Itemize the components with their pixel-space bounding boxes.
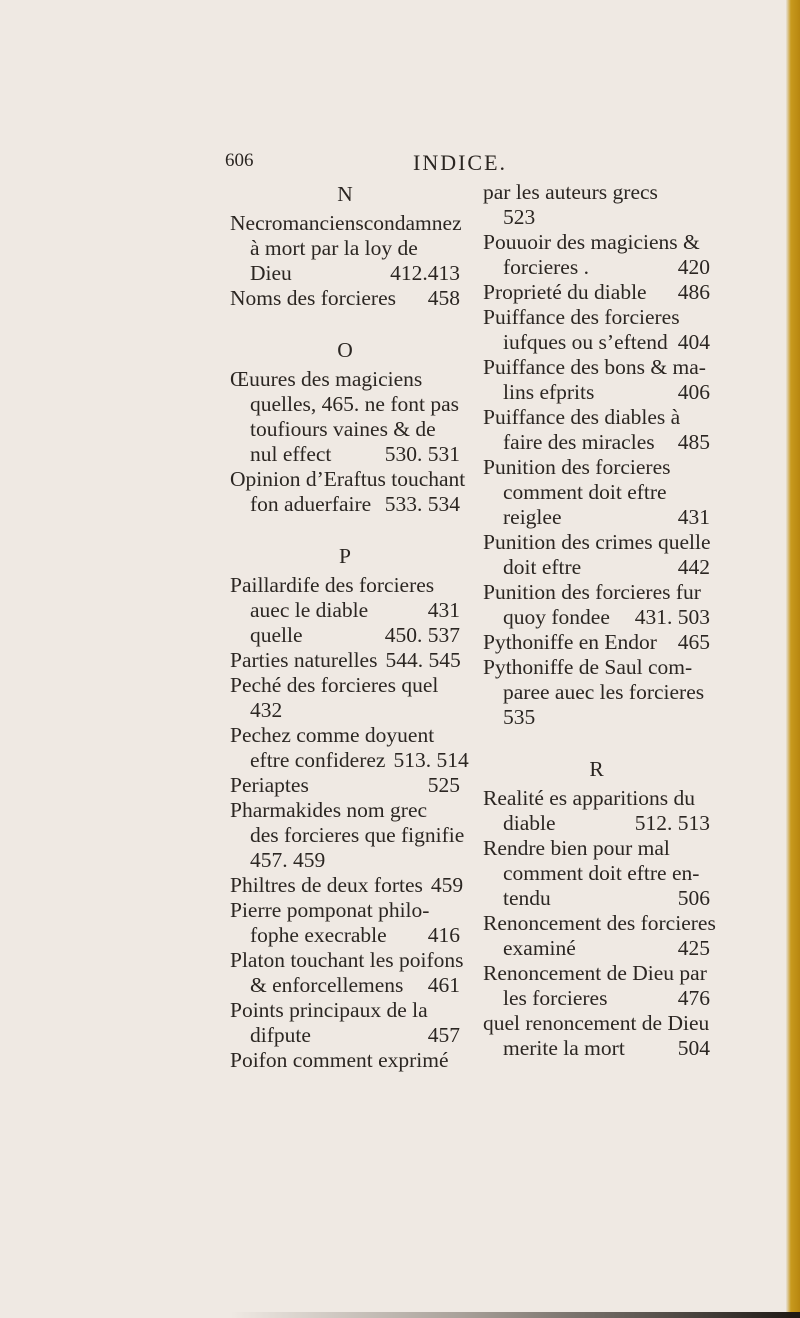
entry-text: Punition des forcieres fur — [483, 580, 701, 604]
index-entry — [483, 455, 710, 530]
entry-text: 432 — [250, 698, 283, 722]
index-entry — [483, 305, 710, 355]
entry-text: des forcieres que fignifie — [250, 823, 465, 847]
entry-text: comment doit eftre — [503, 480, 667, 504]
entry-line — [483, 180, 710, 205]
entry-line — [230, 467, 466, 492]
entry-text: & enforcellemens — [250, 973, 404, 997]
entry-text: Renoncement de Dieu par — [483, 961, 707, 985]
entry-text: Poifon comment exprimé — [230, 1048, 449, 1072]
entry-line — [230, 598, 460, 623]
entry-text: toufiours vaines & de — [250, 417, 436, 441]
index-entry — [483, 580, 710, 630]
entry-line — [230, 948, 464, 973]
entry-text: Necromancienscondamnez — [230, 211, 462, 235]
entry-line — [483, 705, 710, 730]
entry-page-ref: 465 — [677, 630, 710, 654]
entry-line — [483, 630, 710, 655]
entry-line — [230, 417, 460, 442]
entry-page-ref: 431 — [427, 598, 460, 622]
entry-text: merite la mort — [503, 1036, 625, 1060]
entry-line — [230, 823, 465, 848]
entry-text: à mort par la loy de — [250, 236, 418, 260]
index-entry — [483, 405, 710, 455]
section-spacer — [230, 517, 460, 542]
entry-line — [230, 261, 460, 286]
section-letter: R — [589, 757, 604, 781]
entry-line — [483, 555, 710, 580]
index-entry — [483, 911, 716, 961]
entry-text: faire des miracles — [503, 430, 655, 454]
entry-text: Dieu — [250, 261, 292, 285]
entry-page-ref: 513. 514 — [393, 748, 469, 772]
entry-page-ref: 533. 534 — [384, 492, 460, 516]
index-entry — [230, 873, 464, 898]
entry-line — [230, 773, 460, 798]
entry-page-ref: 504 — [677, 1036, 710, 1060]
entry-line — [483, 886, 710, 911]
entry-line — [230, 492, 460, 517]
entry-line — [230, 973, 460, 998]
entry-line — [230, 211, 460, 236]
page-number: 606 — [225, 150, 254, 171]
running-head: INDICE. — [413, 150, 508, 175]
entry-text: Rendre bien pour mal — [483, 836, 670, 860]
entry-page-ref: 404 — [677, 330, 710, 354]
entry-text: difpute — [250, 1023, 311, 1047]
page-edge — [786, 0, 800, 1318]
entry-page-ref: 450. 537 — [384, 623, 460, 647]
entry-page-ref: 459 — [430, 873, 464, 897]
entry-line — [483, 380, 710, 405]
entry-line — [483, 1011, 710, 1036]
entry-line — [483, 655, 710, 680]
entry-line — [483, 786, 710, 811]
entry-text: Peché des forcieres quel — [230, 673, 439, 697]
entry-text: 457. 459 — [250, 848, 326, 872]
entry-text: fophe execrable — [250, 923, 387, 947]
entry-page-ref: 416 — [427, 923, 460, 947]
entry-page-ref: 506 — [677, 886, 710, 910]
entry-text: Pouuoir des magiciens & — [483, 230, 700, 254]
entry-line — [230, 392, 460, 417]
entry-page-ref: 530. 531 — [384, 442, 460, 466]
entry-line — [230, 673, 460, 698]
entry-line — [230, 998, 460, 1023]
index-entry — [230, 998, 460, 1048]
entry-line — [483, 480, 710, 505]
entry-text: Opinion d’Eraftus touchant — [230, 467, 466, 491]
entry-text: Paillardife des forcieres — [230, 573, 435, 597]
entry-page-ref: 512. 513 — [634, 811, 710, 835]
entry-line — [483, 680, 710, 705]
entry-text: Periaptes — [230, 773, 309, 797]
index-entry — [230, 286, 460, 311]
entry-text: diable — [503, 811, 556, 835]
index-entry — [230, 773, 460, 798]
index-entry — [483, 280, 710, 305]
entry-text: Pharmakides nom grec — [230, 798, 428, 822]
section-spacer — [230, 311, 460, 336]
entry-text: examiné — [503, 936, 576, 960]
entry-line — [483, 280, 710, 305]
section-letter: O — [337, 338, 353, 362]
entry-text: Philtres de deux fortes — [230, 873, 423, 897]
index-entry — [230, 367, 460, 467]
entry-page-ref: 461 — [427, 973, 460, 997]
entry-text: fon aduerfaire — [250, 492, 372, 516]
entry-line — [483, 230, 710, 255]
entry-page-ref: 457 — [427, 1023, 460, 1047]
entry-page-ref: 476 — [677, 986, 710, 1010]
entry-text: eftre confiderez — [250, 748, 386, 772]
entry-page-ref: 425 — [677, 936, 710, 960]
entry-line — [483, 355, 710, 380]
entry-text: les forcieres — [503, 986, 608, 1010]
index-column-right — [483, 180, 716, 1061]
entry-line — [483, 936, 710, 961]
entry-line — [230, 236, 460, 261]
entry-text: Proprieté du diable — [483, 280, 647, 304]
entry-text: Realité es apparitions du — [483, 786, 695, 810]
index-entry — [483, 180, 710, 230]
entry-line — [230, 748, 469, 773]
index-entry — [230, 211, 460, 286]
entry-text: par les auteurs grecs — [483, 180, 658, 204]
entry-line — [230, 798, 460, 823]
entry-page-ref: 544. 545 — [385, 648, 461, 672]
entry-text: Platon touchant les poifons — [230, 948, 464, 972]
index-entry — [230, 673, 460, 723]
entry-line — [483, 505, 710, 530]
index-entry — [230, 467, 466, 517]
entry-line — [230, 367, 460, 392]
page-bottom-shadow — [230, 1312, 800, 1318]
entry-text: Points principaux de la — [230, 998, 428, 1022]
entry-page-ref: 486 — [677, 280, 710, 304]
entry-line — [483, 911, 716, 936]
entry-line — [483, 255, 710, 280]
entry-text: Punition des forcieres — [483, 455, 671, 479]
index-column-left — [230, 180, 469, 1073]
entry-text: 535 — [503, 705, 536, 729]
entry-page-ref: 525 — [427, 773, 460, 797]
index-entry — [483, 961, 710, 1011]
index-entry — [230, 798, 465, 873]
entry-line — [230, 648, 460, 673]
entry-text: Parties naturelles — [230, 648, 378, 672]
entry-line — [483, 430, 710, 455]
entry-text: doit eftre — [503, 555, 582, 579]
index-entry — [483, 630, 710, 655]
entry-line — [230, 848, 460, 873]
index-entry — [230, 948, 464, 998]
entry-text: Pierre pomponat philo- — [230, 898, 430, 922]
entry-text: Noms des forcieres — [230, 286, 396, 310]
section-letter: N — [337, 182, 353, 206]
index-entry — [230, 723, 469, 773]
entry-text: lins efprits — [503, 380, 595, 404]
entry-text: Puiffance des diables à — [483, 405, 681, 429]
entry-page-ref: 431. 503 — [634, 605, 710, 629]
index-entry — [483, 786, 710, 836]
entry-line — [230, 1023, 460, 1048]
entry-text: Puiffance des bons & ma- — [483, 355, 706, 379]
entry-line — [230, 898, 460, 923]
entry-text: quelle — [250, 623, 303, 647]
entry-line — [230, 873, 464, 898]
index-entry — [230, 898, 460, 948]
entry-line — [483, 330, 710, 355]
entry-line — [483, 861, 710, 886]
index-entry — [230, 573, 460, 648]
entry-line — [230, 698, 460, 723]
entry-page-ref: 431 — [677, 505, 710, 529]
entry-line — [483, 986, 710, 1011]
entry-page-ref: 442 — [677, 555, 710, 579]
entry-line — [483, 1036, 710, 1061]
entry-text: quelles, 465. ne font pas — [250, 392, 459, 416]
entry-line — [230, 623, 460, 648]
entry-line — [230, 573, 460, 598]
entry-page-ref: 412.413 — [390, 261, 460, 285]
entry-text: nul effect — [250, 442, 332, 466]
entry-line — [230, 723, 460, 748]
entry-line — [483, 605, 710, 630]
index-entry — [483, 655, 710, 730]
entry-page-ref: 485 — [677, 430, 710, 454]
entry-text: auec le diable — [250, 598, 369, 622]
entry-text: paree auec les forcieres — [503, 680, 705, 704]
entry-line — [230, 923, 460, 948]
index-entry — [483, 230, 710, 280]
index-entry — [230, 648, 460, 673]
entry-line — [483, 455, 710, 480]
index-entry — [230, 1048, 460, 1073]
entry-line — [483, 405, 710, 430]
entry-line — [483, 205, 710, 230]
entry-line — [483, 836, 710, 861]
entry-page-ref: 406 — [677, 380, 710, 404]
entry-text: quel renoncement de Dieu — [483, 1011, 710, 1035]
index-entry — [483, 836, 710, 911]
entry-text: Punition des crimes quelle — [483, 530, 711, 554]
entry-text: Renoncement des forcieres — [483, 911, 716, 935]
entry-text: quoy fondee — [503, 605, 610, 629]
entry-text: forcieres . — [503, 255, 589, 279]
entry-line — [230, 442, 460, 467]
section-letter: P — [339, 544, 351, 568]
entry-page-ref: 458 — [427, 286, 460, 310]
entry-line — [483, 530, 710, 555]
entry-line — [230, 1048, 460, 1073]
index-entry — [483, 355, 710, 405]
entry-text: Pythoniffe de Saul com- — [483, 655, 693, 679]
entry-text: 523 — [503, 205, 536, 229]
entry-line — [483, 580, 710, 605]
entry-line — [483, 305, 710, 330]
section-spacer — [483, 730, 710, 755]
entry-text: Pechez comme doyuent — [230, 723, 435, 747]
entry-text: Pythoniffe en Endor — [483, 630, 657, 654]
entry-line — [230, 286, 460, 311]
entry-text: tendu — [503, 886, 551, 910]
entry-line — [483, 811, 710, 836]
entry-text: comment doit eftre en- — [503, 861, 700, 885]
entry-text: iufques ou s’eftend — [503, 330, 668, 354]
index-entry — [483, 1011, 710, 1061]
entry-line — [483, 961, 710, 986]
entry-text: reiglee — [503, 505, 562, 529]
index-entry — [483, 530, 710, 580]
entry-text: Puiffance des forcieres — [483, 305, 680, 329]
entry-text: Œuures des magiciens — [230, 367, 423, 391]
entry-page-ref: 420 — [677, 255, 710, 279]
